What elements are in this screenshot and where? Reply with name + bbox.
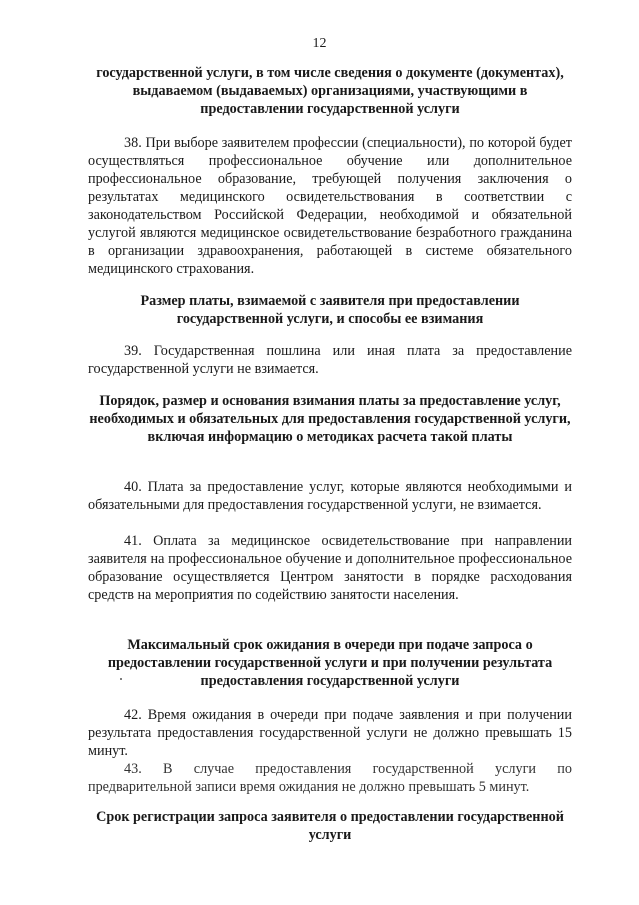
section-heading-registration: Срок регистрации запроса заявителя о предоставлении государственной услуги <box>96 809 564 843</box>
paragraph-38: 38. При выборе заявителем профессии (специальности), по которой будет осуществляться профессиональное обучение или дополнительное профессиональное образование, требующей получения заключения о результатах медицинского освидетельствования в соответствии с законодательством Российской Федерации, необходимой и обязательной услугой являются медицинское освидетельствование безработного гражданина в организации здравоохранения, работающей в системе обязательного медицинского страхования. <box>88 135 572 277</box>
section-heading-documents: государственной услуги, в том числе сведения о документе (документах), выдаваемом (выдаваемых) организациями, участвующими в предоставлении государственной услуги <box>96 65 564 117</box>
paragraph-43: 43. В случае предоставления государственной услуги по предварительной записи время ожидания не должно превышать 5 минут. <box>88 761 572 795</box>
paragraph-39: 39. Государственная пошлина или иная плата за предоставление государственной услуги не взимается. <box>88 343 572 377</box>
scan-speck <box>120 678 122 680</box>
section-heading-fee: Размер платы, взимаемой с заявителя при предоставлении государственной услуги, и способы ее взимания <box>140 293 520 327</box>
paragraph-42: 42. Время ожидания в очереди при подаче заявления и при получении результата предоставления государственной услуги не должно превышать 15 минут. <box>88 707 572 759</box>
paragraph-40: 40. Плата за предоставление услуг, которые являются необходимыми и обязательными для предоставления государственной услуги, не взимается. <box>88 479 572 513</box>
section-heading-waiting-time: Максимальный срок ожидания в очереди при подаче запроса о предоставлении государственной услуги и при получении результата предоставления государственной услуги <box>107 637 553 689</box>
page-number: 12 <box>312 36 327 51</box>
section-heading-fee-order: Порядок, размер и основания взимания платы за предоставление услуг, необходимых и обязательных для предоставления государственной услуги, включая информацию о методиках расчета такой платы <box>89 393 571 445</box>
paragraph-41: 41. Оплата за медицинское освидетельствование при направлении заявителя на профессиональное обучение и дополнительное профессиональное образование осуществляется Центром занятости в порядке расходования средств на мероприятия по содействию занятости населения. <box>88 533 572 603</box>
